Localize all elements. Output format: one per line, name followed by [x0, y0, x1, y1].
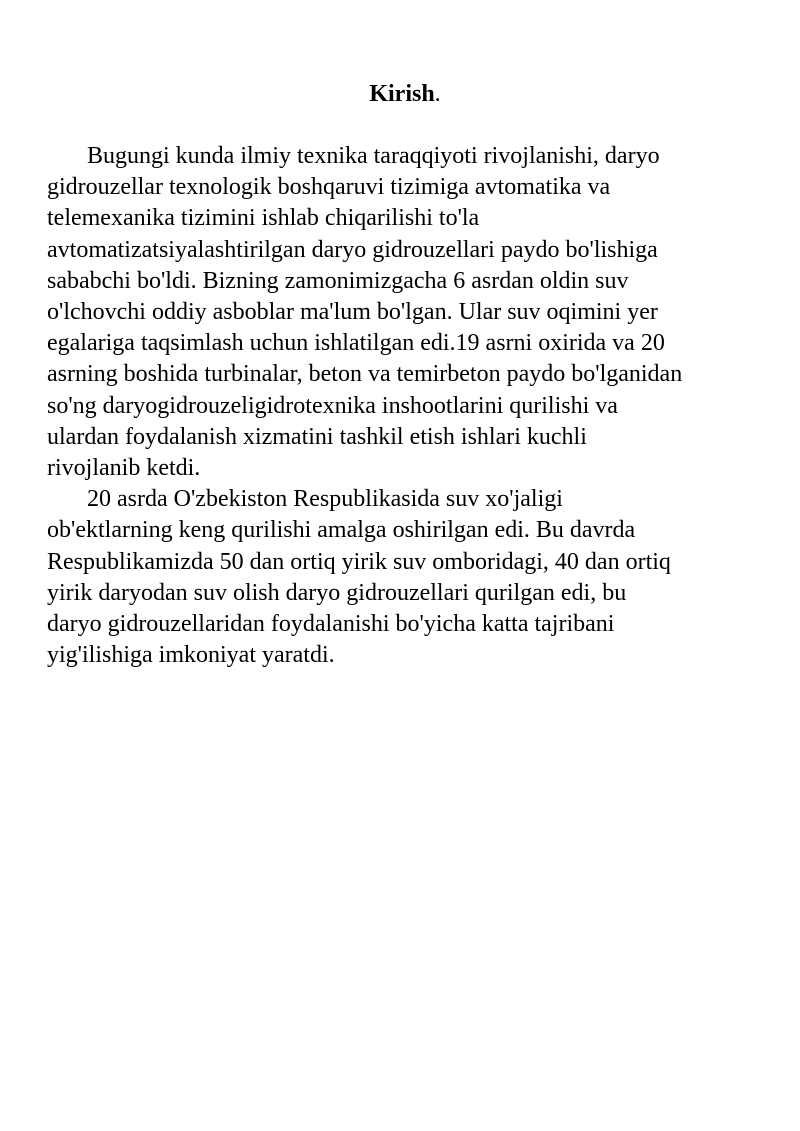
paragraph-1 — [47, 141, 763, 484]
paragraph-line: rivojlanib ketdi. — [47, 455, 201, 482]
paragraph-line: sababchi bo'ldi. Bizning zamonimizgacha 6 asrdan oldin suv — [47, 267, 629, 294]
document-page — [47, 78, 763, 671]
paragraph-line: yirik daryodan suv olish daryo gidrouzellari qurilgan edi, bu — [47, 579, 627, 606]
paragraph-line: ulardan foydalanish xizmatini tashkil etish ishlari kuchli — [47, 423, 587, 450]
paragraph-line: daryo gidrouzellaridan foydalanishi bo'yicha katta tajribani — [47, 611, 615, 638]
paragraph-line: yig'ilishiga imkoniyat yaratdi. — [47, 642, 335, 669]
paragraph-line: ob'ektlarning keng qurilishi amalga oshirilgan edi. Bu davrda — [47, 517, 636, 544]
paragraph-line: Respublikamizda 50 dan ortiq yirik suv omboridagi, 40 dan ortiq — [47, 548, 671, 575]
paragraph-line: telemexanika tizimini ishlab chiqarilishi to'la — [47, 205, 480, 232]
document-title — [47, 78, 763, 110]
paragraph-line: asrning boshida turbinalar, beton va temirbeton paydo bo'lganidan — [47, 361, 683, 388]
title-punctuation: . — [434, 81, 441, 107]
paragraph-line: so'ng daryogidrouzeligidrotexnika inshootlarini qurilishi va — [47, 392, 618, 419]
paragraph-line: gidrouzellar texnologik boshqaruvi tizimiga avtomatika va — [47, 174, 611, 201]
paragraph-2 — [47, 484, 763, 671]
paragraph-line: o'lchovchi oddiy asboblar ma'lum bo'lgan. Ular suv oqimini yer — [47, 299, 658, 326]
paragraph-line: 20 asrda O'zbekiston Respublikasida suv xo'jaligi — [87, 486, 563, 513]
paragraph-line: avtomatizatsiyalashtirilgan daryo gidrouzellari paydo bo'lishiga — [47, 236, 658, 263]
title-word: Kirish — [369, 81, 435, 107]
paragraph-line: Bugungi kunda ilmiy texnika taraqqiyoti rivojlanishi, daryo — [87, 143, 660, 169]
paragraph-line: egalariga taqsimlash uchun ishlatilgan edi.19 asrni oxirida va 20 — [47, 330, 665, 357]
